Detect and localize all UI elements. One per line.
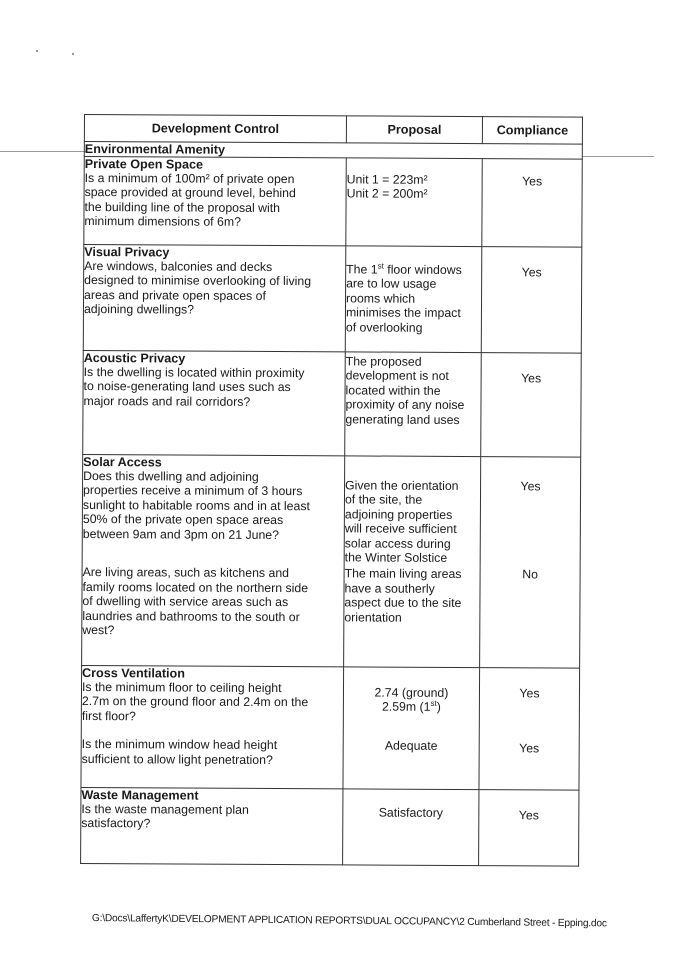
control-question: Is the minimum window head height sufficient to allow light penetration? bbox=[81, 737, 278, 767]
section-title-solar-access: Solar Access bbox=[83, 455, 162, 470]
scan-artifact-line-left bbox=[0, 151, 86, 152]
proposal-text-rest: floor windows are to low usage rooms which minimises the impact of overlooking bbox=[345, 262, 462, 335]
table-row-waste-management bbox=[81, 787, 579, 866]
proposal-cell bbox=[343, 667, 479, 730]
proposal-text-start: 2.59m (1 bbox=[381, 699, 431, 715]
control-question: Is the minimum floor to ceiling height 2.7m on the ground floor and 2.4m on the first floor? bbox=[81, 679, 309, 724]
proposal-line bbox=[344, 700, 479, 715]
proposal-line: 2.74 (ground) bbox=[374, 685, 449, 700]
table-header-row bbox=[84, 115, 582, 145]
control-question: Is the dwelling is located within proximity to noise-generating land uses such as major roads and rail corridors? bbox=[83, 365, 305, 409]
control-question: Are living areas, such as kitchens and family rooms located on the northern side of dwelling with service areas such as laundries and bathrooms to the south or west? bbox=[82, 565, 309, 638]
compliance-cell: Yes bbox=[481, 353, 582, 458]
control-cell bbox=[83, 350, 346, 455]
proposal-cell: The main living areas have a southerly aspect due to the site orientation bbox=[344, 565, 481, 668]
section-title-cross-ventilation: Cross Ventilation bbox=[82, 665, 185, 681]
header-compliance: Compliance bbox=[482, 117, 582, 145]
compliance-cell: Yes bbox=[479, 730, 579, 791]
section-title-visual-privacy: Visual Privacy bbox=[84, 245, 170, 260]
table-row-solar-access-orientation bbox=[82, 563, 581, 668]
control-cell bbox=[83, 245, 346, 352]
table-row-private-open-space bbox=[84, 157, 582, 248]
compliance-cell: Yes bbox=[479, 790, 579, 867]
control-question: Is the waste management plan satisfactory? bbox=[81, 801, 249, 831]
compliance-cell: Yes bbox=[479, 668, 579, 731]
control-question: Are windows, balconies and decks designed to minimise overlooking of living areas and private open spaces of adjoining dwellings? bbox=[83, 259, 312, 317]
table-row-visual-privacy bbox=[83, 245, 582, 354]
scan-speck bbox=[36, 50, 38, 52]
ordinal-suffix: st bbox=[430, 699, 437, 709]
control-cell bbox=[82, 563, 345, 666]
proposal-cell: Given the orientation of the site, the adjoining properties will receive sufficient solar access during the Winter Solstice bbox=[344, 456, 481, 566]
proposal-cell: Satisfactory bbox=[343, 789, 479, 866]
control-question: Is a minimum of 100m² of private open space provided at ground level, behind the building line of the proposal with minimum dimensions of 6m? bbox=[84, 171, 296, 230]
scan-artifact-line-right bbox=[582, 156, 654, 157]
proposal-cell: Adequate bbox=[343, 729, 479, 790]
compliance-cell: Yes bbox=[481, 247, 582, 354]
compliance-cell: No bbox=[480, 566, 581, 669]
header-development-control: Development Control bbox=[84, 115, 346, 143]
control-cell bbox=[84, 157, 346, 246]
scan-speck bbox=[72, 53, 74, 55]
proposal-cell: The proposed development is not located within the proximity of any noise generating land uses bbox=[345, 352, 482, 457]
header-proposal: Proposal bbox=[346, 116, 482, 144]
section-heading-environmental-amenity: Environmental Amenity bbox=[84, 142, 582, 160]
proposal-cell: Unit 1 = 223m² Unit 2 = 200m² bbox=[346, 158, 482, 247]
proposal-text-start: The 1 bbox=[346, 262, 378, 277]
table-row-cross-ventilation-window bbox=[81, 727, 579, 790]
section-title-waste-management: Waste Management bbox=[81, 787, 199, 803]
section-title-acoustic-privacy: Acoustic Privacy bbox=[83, 351, 186, 366]
control-cell bbox=[81, 727, 343, 788]
table-row-acoustic-privacy bbox=[83, 350, 582, 457]
ordinal-suffix: st bbox=[377, 261, 384, 271]
footer-file-path: G:\Docs\LaffertyK\DEVELOPMENT APPLICATION REPORTS\DUAL OCCUPANCY\2 Cumberland Street - Epping.doc bbox=[91, 913, 607, 930]
control-cell bbox=[81, 787, 343, 864]
proposal-cell bbox=[345, 246, 482, 353]
table-row-cross-ventilation-height bbox=[81, 665, 579, 730]
control-cell bbox=[82, 454, 345, 564]
control-cell bbox=[81, 665, 343, 728]
compliance-cell: Yes bbox=[482, 159, 582, 248]
section-title-private-open-space: Private Open Space bbox=[84, 157, 204, 172]
table-row-solar-access-hours bbox=[82, 454, 581, 566]
proposal-text-rest: ) bbox=[436, 700, 441, 715]
control-question: Does this dwelling and adjoining properties receive a minimum of 3 hours sunlight to habitable rooms and in at least 50% of the private open space areas between 9am and 3pm on 21 June? bbox=[82, 469, 310, 542]
compliance-cell: Yes bbox=[480, 457, 581, 566]
development-control-table bbox=[80, 114, 583, 867]
